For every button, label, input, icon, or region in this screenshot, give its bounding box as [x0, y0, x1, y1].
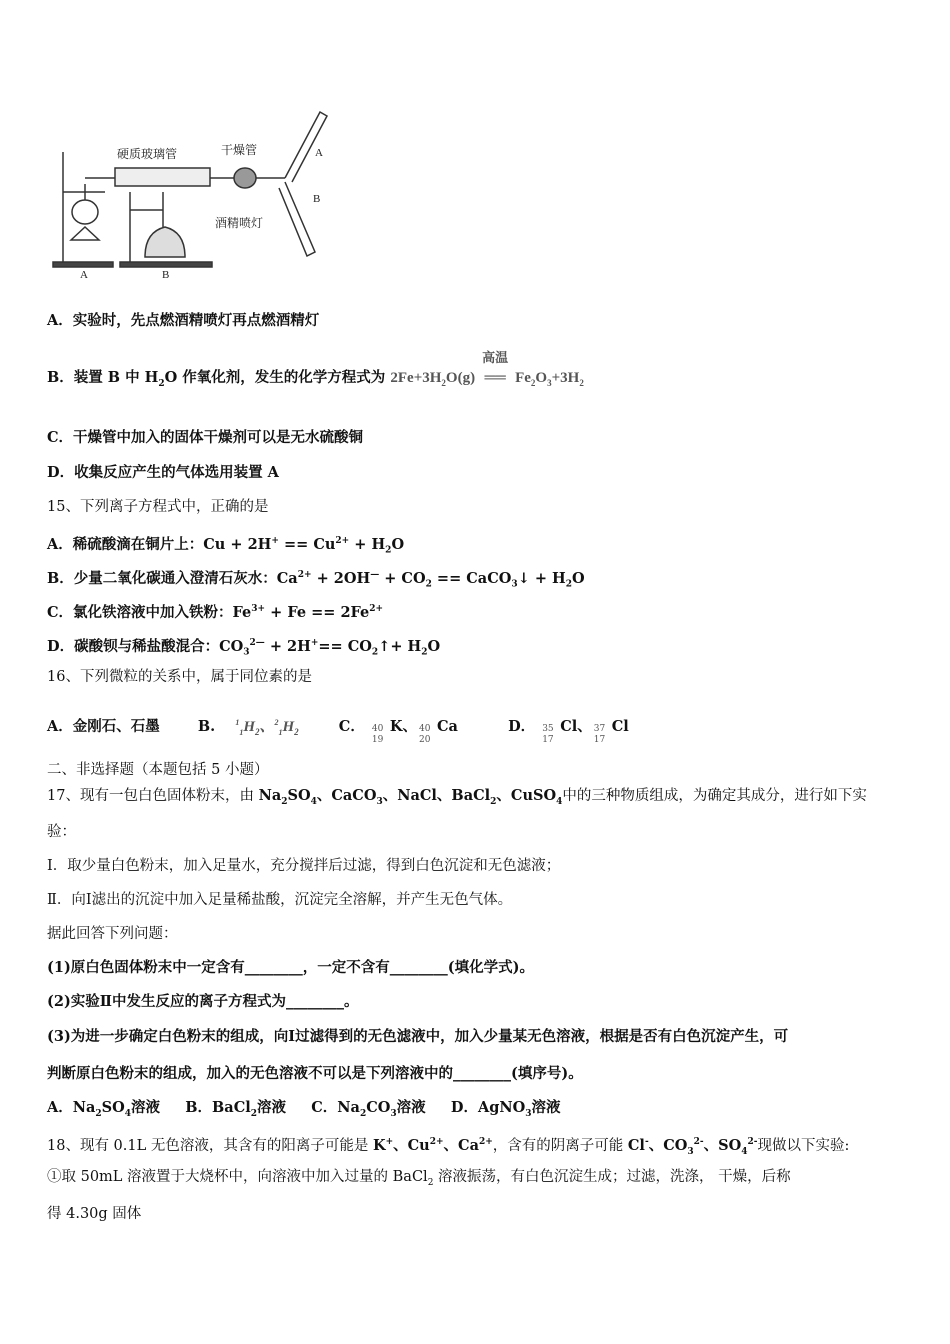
label-dryer: 干燥管 [221, 143, 258, 157]
q17-step-2: Ⅱ．向Ⅰ滤出的沉淀中加入足量稀盐酸，沉淀完全溶解，并产生无色气体。 [47, 892, 513, 908]
q15-option-d: D．碳酸钡与稀盐酸混合：$CO_3^{2—} + 2H^+==$ $CO_2↑+ H_2O$ [47, 637, 441, 658]
apparatus-figure [45, 92, 335, 282]
q17-sub-3: (3)为进一步确定白色粉末的组成，向Ⅰ过滤得到的无色滤液中，加入少量某无色溶液，根据是否有白色沉淀产生，可 [47, 1028, 789, 1045]
q17-prompt: 据此回答下列问题： [47, 926, 178, 942]
q18-step-1-line2: 得 4.30g 固体 [47, 1206, 142, 1222]
q15-stem: 15、下列离子方程式中，正确的是 [47, 499, 269, 515]
label-lamp: 酒精喷灯 [215, 216, 264, 230]
q17-step-1: Ⅰ．取少量白色粉末，加入足量水，充分搅拌后过滤，得到白色沉淀和无色滤液； [47, 858, 561, 874]
equation: $2Fe+3H_2O(g)$ 高温 ══ $Fe_2O_3+3H_2$ [390, 350, 584, 388]
q15-option-b: B．少量二氧化碳通入澄清石灰水：$Ca^{2+} + 2OH^— + CO_2$ == CaCO$_3$↓ + $H_2O$ [47, 569, 585, 590]
label-a-bottom: A [80, 269, 88, 281]
q17-choices: A．$Na_2SO_4$溶液 B．BaCl$_2$溶液 C．$Na_2CO_3$溶液 D．AgNO$_3$溶液 [47, 1099, 561, 1119]
q15-option-c: C．氯化铁溶液中加入铁粉：$Fe^{3+} + Fe == 2Fe^{2+}$ [47, 603, 384, 621]
q17-stem-line2: 验： [47, 824, 76, 840]
section-title: 二、非选择题（本题包括 5 小题） [47, 762, 269, 778]
q14-option-a: A．实验时，先点燃酒精喷灯再点燃酒精灯 [47, 312, 320, 329]
q17-sub-1: (1)原白色固体粉末中一定含有________，一定不含有________(填化学式)。 [47, 959, 535, 976]
q17-sub-2: (2)实验Ⅱ中发生反应的离子方程式为________。 [47, 993, 359, 1010]
q16-options: A．金刚石、石墨 B. $^1_1H_2$、$^2_1H_2$ C． 40 19 K、 40 20 Ca D． 35 17 Cl、 37 17 Cl [47, 718, 629, 745]
label-b-bottom: B [162, 269, 170, 281]
label-tube: 硬质玻璃管 [117, 147, 178, 161]
q18-stem: 18、现有 0.1L 无色溶液，其含有的阳离子可能是 K+、$Cu^{2+}$、$Ca^{2+}$，含有的阴离子可能 Cl-、$CO_3^{2-}$、$SO_4^{2-}$现做以下实验: [47, 1136, 850, 1157]
q16-stem: 16、下列微粒的关系中，属于同位素的是 [47, 669, 312, 685]
q15-option-a: A．稀硫酸滴在铜片上：$Cu + 2H^+ == Cu^{2+} + H_2O$ [47, 535, 405, 556]
q14-option-b: B．装置 B 中 $H_2O$ 作氧化剂，发生的化学方程式为 $2Fe+3H_2O(g)$ 高温 ══ $Fe_2O_3+3H_2$ [47, 350, 584, 389]
q17-sub-3-line2: 判断原白色粉末的组成，加入的无色溶液不可以是下列溶液中的________(填序号)。 [47, 1065, 583, 1082]
q14-option-c: C．干燥管中加入的固体干燥剂可以是无水硫酸铜 [47, 429, 364, 446]
q18-step-1: ①取 50mL 溶液置于大烧杯中，向溶液中加入过量的 BaCl$_2$ 溶液振荡，有白色沉淀生成；过滤，洗涤， 干燥，后称 [47, 1169, 791, 1188]
label-a-side: A [315, 147, 323, 159]
q14-option-d: D．收集反应产生的气体选用装置 A [47, 464, 279, 481]
label-b-side: B [313, 193, 321, 205]
q17-stem: 17、现有一包白色固体粉末，由 $Na_2SO_4$、CaCO$_3$、NaCl、BaCl$_2$、CuSO$_4$中的三种物质组成，为确定其成分，进行如下实 [47, 787, 867, 807]
